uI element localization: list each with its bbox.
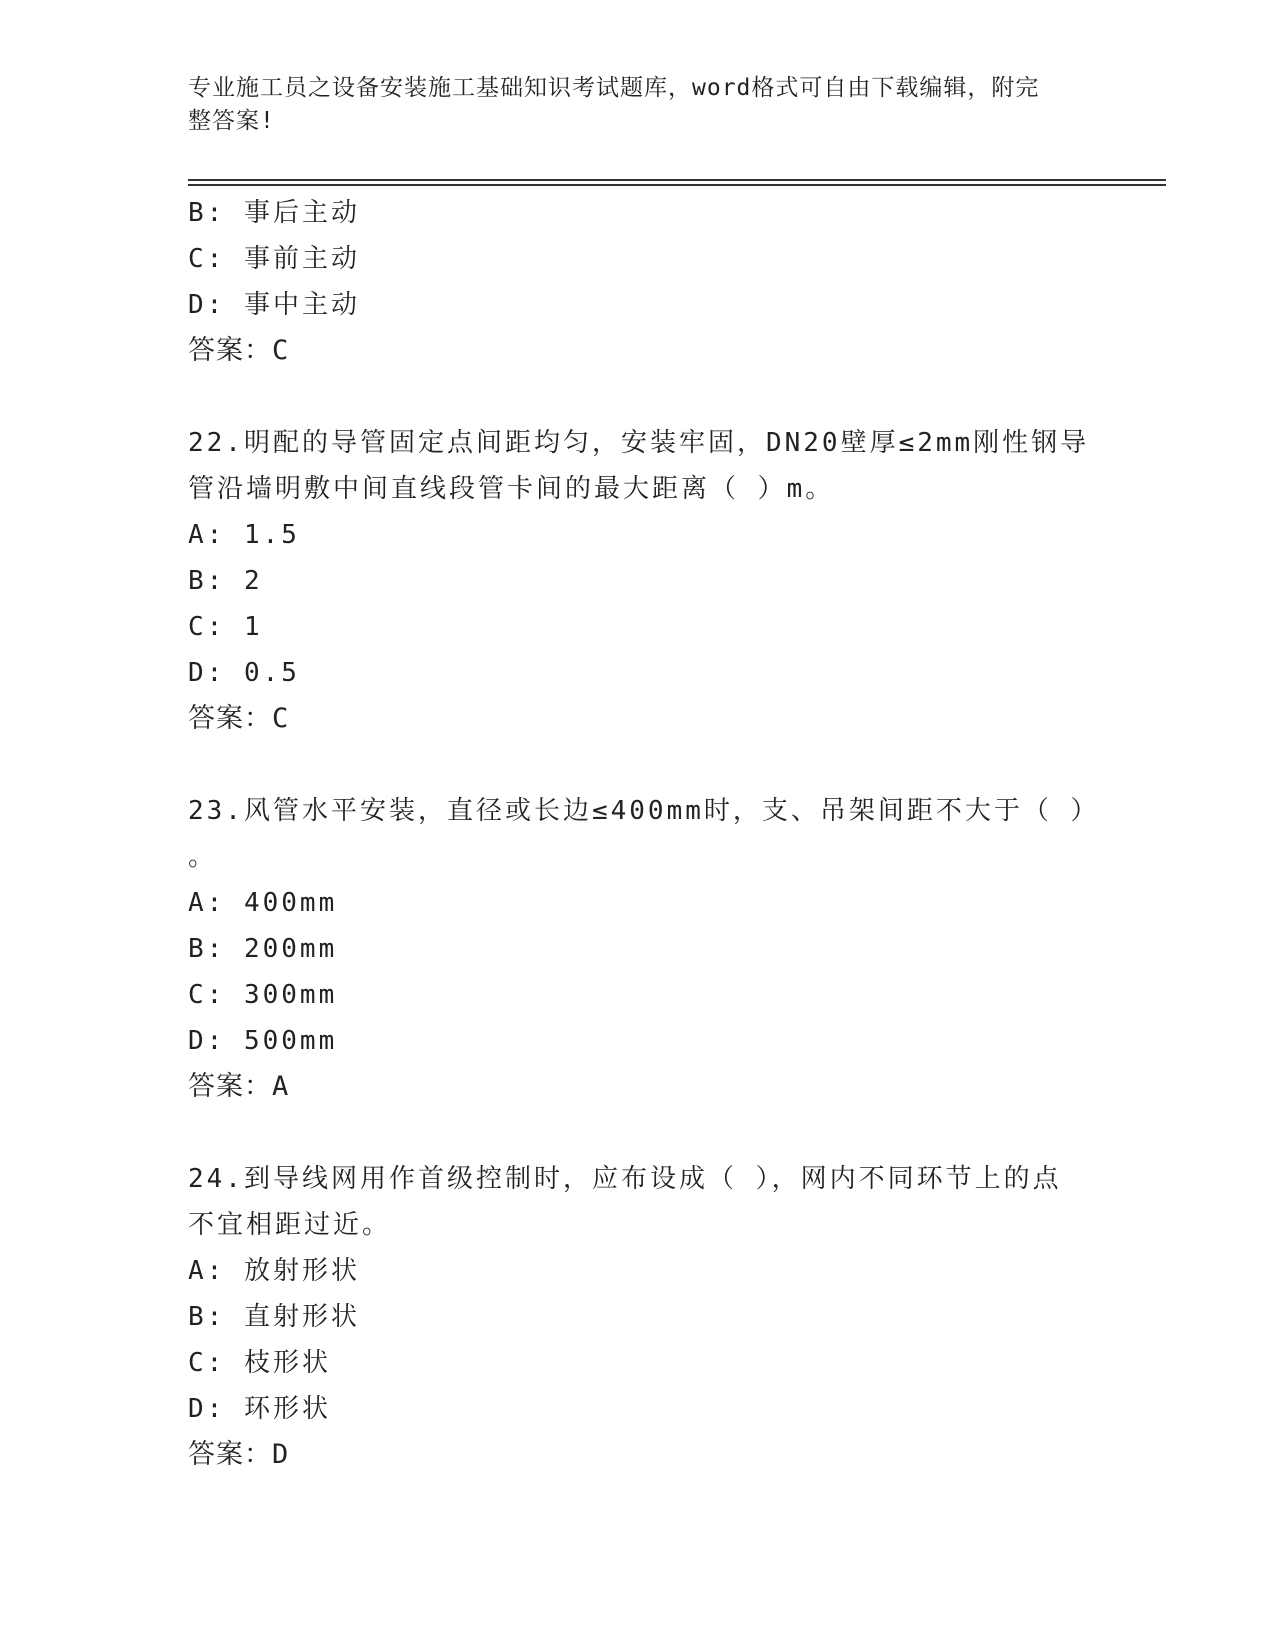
option-a: A: 放射形状 <box>188 1256 360 1286</box>
spacer <box>188 1110 1088 1156</box>
header-rule-bottom <box>188 184 1166 186</box>
option-d: D: 环形状 <box>188 1394 331 1424</box>
question-stem-line-1: 22.明配的导管固定点间距均匀，安装牢固，DN20壁厚≤2mm刚性钢导 <box>188 428 1090 458</box>
option-b: B: 直射形状 <box>188 1302 360 1332</box>
question-stem-line-2: 管沿墙明敷中间直线段管卡间的最大距离（ ）m。 <box>188 474 835 504</box>
document-header <box>188 72 1068 138</box>
option-c: C: 300mm <box>188 980 338 1010</box>
option-b: B: 事后主动 <box>188 198 360 228</box>
spacer <box>188 374 1088 420</box>
question-21-tail <box>188 190 1088 374</box>
option-d: D: 事中主动 <box>188 290 360 320</box>
header-line-2: 整答案! <box>188 108 275 134</box>
question-stem-line-2: 不宜相距过近。 <box>188 1210 392 1240</box>
option-b: B: 2 <box>188 566 263 596</box>
header-rule-top <box>188 179 1166 181</box>
option-c: C: 枝形状 <box>188 1348 331 1378</box>
answer: 答案：C <box>188 703 290 734</box>
question-stem-line-2: 。 <box>188 842 218 872</box>
spacer <box>188 742 1088 788</box>
option-d: D: 500mm <box>188 1026 338 1056</box>
question-24 <box>188 1156 1088 1478</box>
option-c: C: 事前主动 <box>188 244 360 274</box>
answer: 答案：A <box>188 1071 290 1102</box>
question-22 <box>188 420 1088 742</box>
option-a: A: 1.5 <box>188 520 300 550</box>
answer: 答案：D <box>188 1439 290 1470</box>
question-stem-line-1: 24.到导线网用作首级控制时，应布设成（ ），网内不同环节上的点 <box>188 1164 1062 1194</box>
option-c: C: 1 <box>188 612 263 642</box>
question-stem-line-1: 23.风管水平安装，直径或长边≤400mm时，支、吊架间距不大于（ ） <box>188 796 1100 826</box>
header-line-1: 专业施工员之设备安装施工基础知识考试题库，word格式可自由下载编辑，附完 <box>188 75 1040 101</box>
question-list <box>188 190 1100 1478</box>
option-a: A: 400mm <box>188 888 338 918</box>
answer: 答案：C <box>188 335 290 366</box>
question-23 <box>188 788 1100 1110</box>
option-b: B: 200mm <box>188 934 338 964</box>
option-d: D: 0.5 <box>188 658 300 688</box>
